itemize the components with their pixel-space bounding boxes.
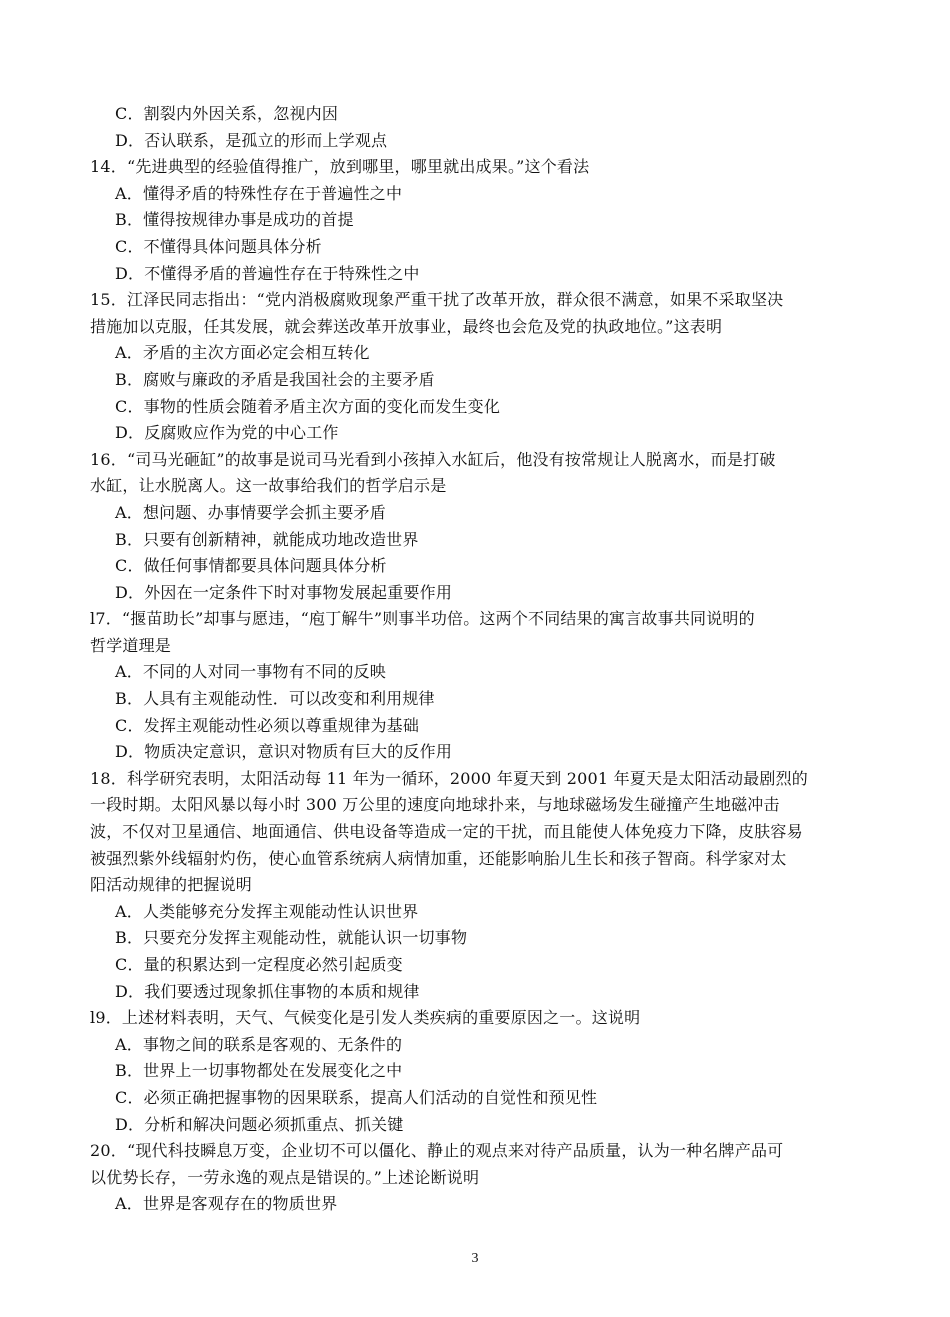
question-line: 18．科学研究表明，太阳活动每 11 年为一循环，2000 年夏天到 2001 年夏天是太阳活动最剧烈的 [90, 768, 808, 788]
answer-option-line: C．量的积累达到一定程度必然引起质变 [115, 955, 403, 974]
question-line: 被强烈紫外线辐射灼伤，使心血管系统病人病情加重，还能影响胎儿生长和孩子智商。科学家对太 [90, 848, 787, 868]
answer-option-line: D．我们要透过现象抓住事物的本质和规律 [115, 981, 420, 1001]
answer-option-line: C．做任何事情都要具体问题具体分析 [115, 556, 387, 576]
answer-option-line: C．发挥主观能动性必须以尊重规律为基础 [115, 715, 420, 735]
answer-option-line: B．人具有主观能动性．可以改变和利用规律 [115, 689, 435, 709]
answer-option-line: D．分析和解决问题必须抓重点、抓关键 [115, 1114, 404, 1134]
question-line: 15．江泽民同志指出：“党内消极腐败现象严重干扰了改革开放，群众很不满意，如果不采取坚决 [90, 290, 784, 310]
question-line: 哲学道理是 [90, 635, 172, 655]
page-number: 3 [471, 1251, 479, 1266]
answer-option-line: A．人类能够充分发挥主观能动性认识世界 [115, 901, 419, 921]
question-line: 20．“现代科技瞬息万变，企业切不可以僵化、静止的观点来对待产品质量，认为一种名牌产品可 [90, 1141, 784, 1161]
question-line: 以优势长存，一劳永逸的观点是错误的。”上述论断说明 [90, 1167, 480, 1187]
question-line: 14．“先进典型的经验值得推广，放到哪里，哪里就出成果。”这个看法 [90, 157, 590, 177]
answer-option-line: C．事物的性质会随着矛盾主次方面的变化而发生变化 [115, 396, 501, 416]
answer-option-line: D．外因在一定条件下时对事物发展起重要作用 [115, 582, 453, 602]
answer-option-line: A．事物之间的联系是客观的、无条件的 [115, 1034, 403, 1054]
question-line: 阳活动规律的把握说明 [90, 875, 253, 895]
answer-option-line: D．不懂得矛盾的普遍性存在于特殊性之中 [115, 263, 420, 283]
answer-option-line: A．世界是客观存在的物质世界 [115, 1194, 338, 1214]
answer-option-line: B．只要充分发挥主观能动性，就能认识一切事物 [115, 928, 468, 948]
answer-option-line: C．割裂内外因关系，忽视内因 [115, 104, 339, 123]
answer-option-line: B．只要有创新精神，就能成功地改造世界 [115, 529, 419, 549]
answer-option-line: B．懂得按规律办事是成功的首提 [115, 210, 354, 230]
answer-option-line: B．世界上一切事物都处在发展变化之中 [115, 1061, 403, 1081]
question-line: 一段时期。太阳风暴以每小时 300 万公里的速度向地球扑来，与地球磁场发生碰撞产生地磁冲击 [90, 795, 780, 815]
answer-option-line: D．反腐败应作为党的中心工作 [115, 423, 339, 443]
answer-option-line: C．不懂得具体问题具体分析 [115, 236, 322, 256]
answer-option-line: A．懂得矛盾的特殊性存在于普遍性之中 [115, 183, 403, 203]
question-line: l9．上述材料表明，天气、气候变化是引发人类疾病的重要原因之一。这说明 [90, 1008, 641, 1028]
question-line: 水缸，让水脱离人。这一故事给我们的哲学启示是 [90, 476, 447, 496]
answer-option-line: C．必须正确把握事物的因果联系，提高人们活动的自觉性和预见性 [115, 1087, 598, 1107]
answer-option-line: A．矛盾的主次方面必定会相互转化 [115, 343, 370, 363]
question-line: 波，不仅对卫星通信、地面通信、供电设备等造成一定的干扰，而且能使人体免疫力下降，皮肤容易 [90, 822, 803, 842]
question-line: l7．“揠苗助长”却事与愿违，“庖丁解牛”则事半功倍。这两个不同结果的寓言故事共同说明的 [90, 609, 755, 629]
question-line: 措施加以克服，任其发展，就会葬送改革开放事业，最终也会危及党的执政地位。”这表明 [90, 316, 723, 336]
answer-option-line: B．腐败与廉政的矛盾是我国社会的主要矛盾 [115, 369, 435, 389]
answer-option-line: A．想问题、办事情要学会抓主要矛盾 [115, 502, 386, 522]
question-line: 16．“司马光砸缸”的故事是说司马光看到小孩掉入水缸后，他没有按常规让人脱离水，而是打破 [90, 449, 776, 469]
question-text-body [90, 101, 860, 1218]
answer-option-line: A．不同的人对同一事物有不同的反映 [115, 662, 386, 682]
answer-option-line: D．否认联系，是孤立的形而上学观点 [115, 130, 388, 150]
answer-option-line: D．物质决定意识，意识对物质有巨大的反作用 [115, 742, 453, 762]
